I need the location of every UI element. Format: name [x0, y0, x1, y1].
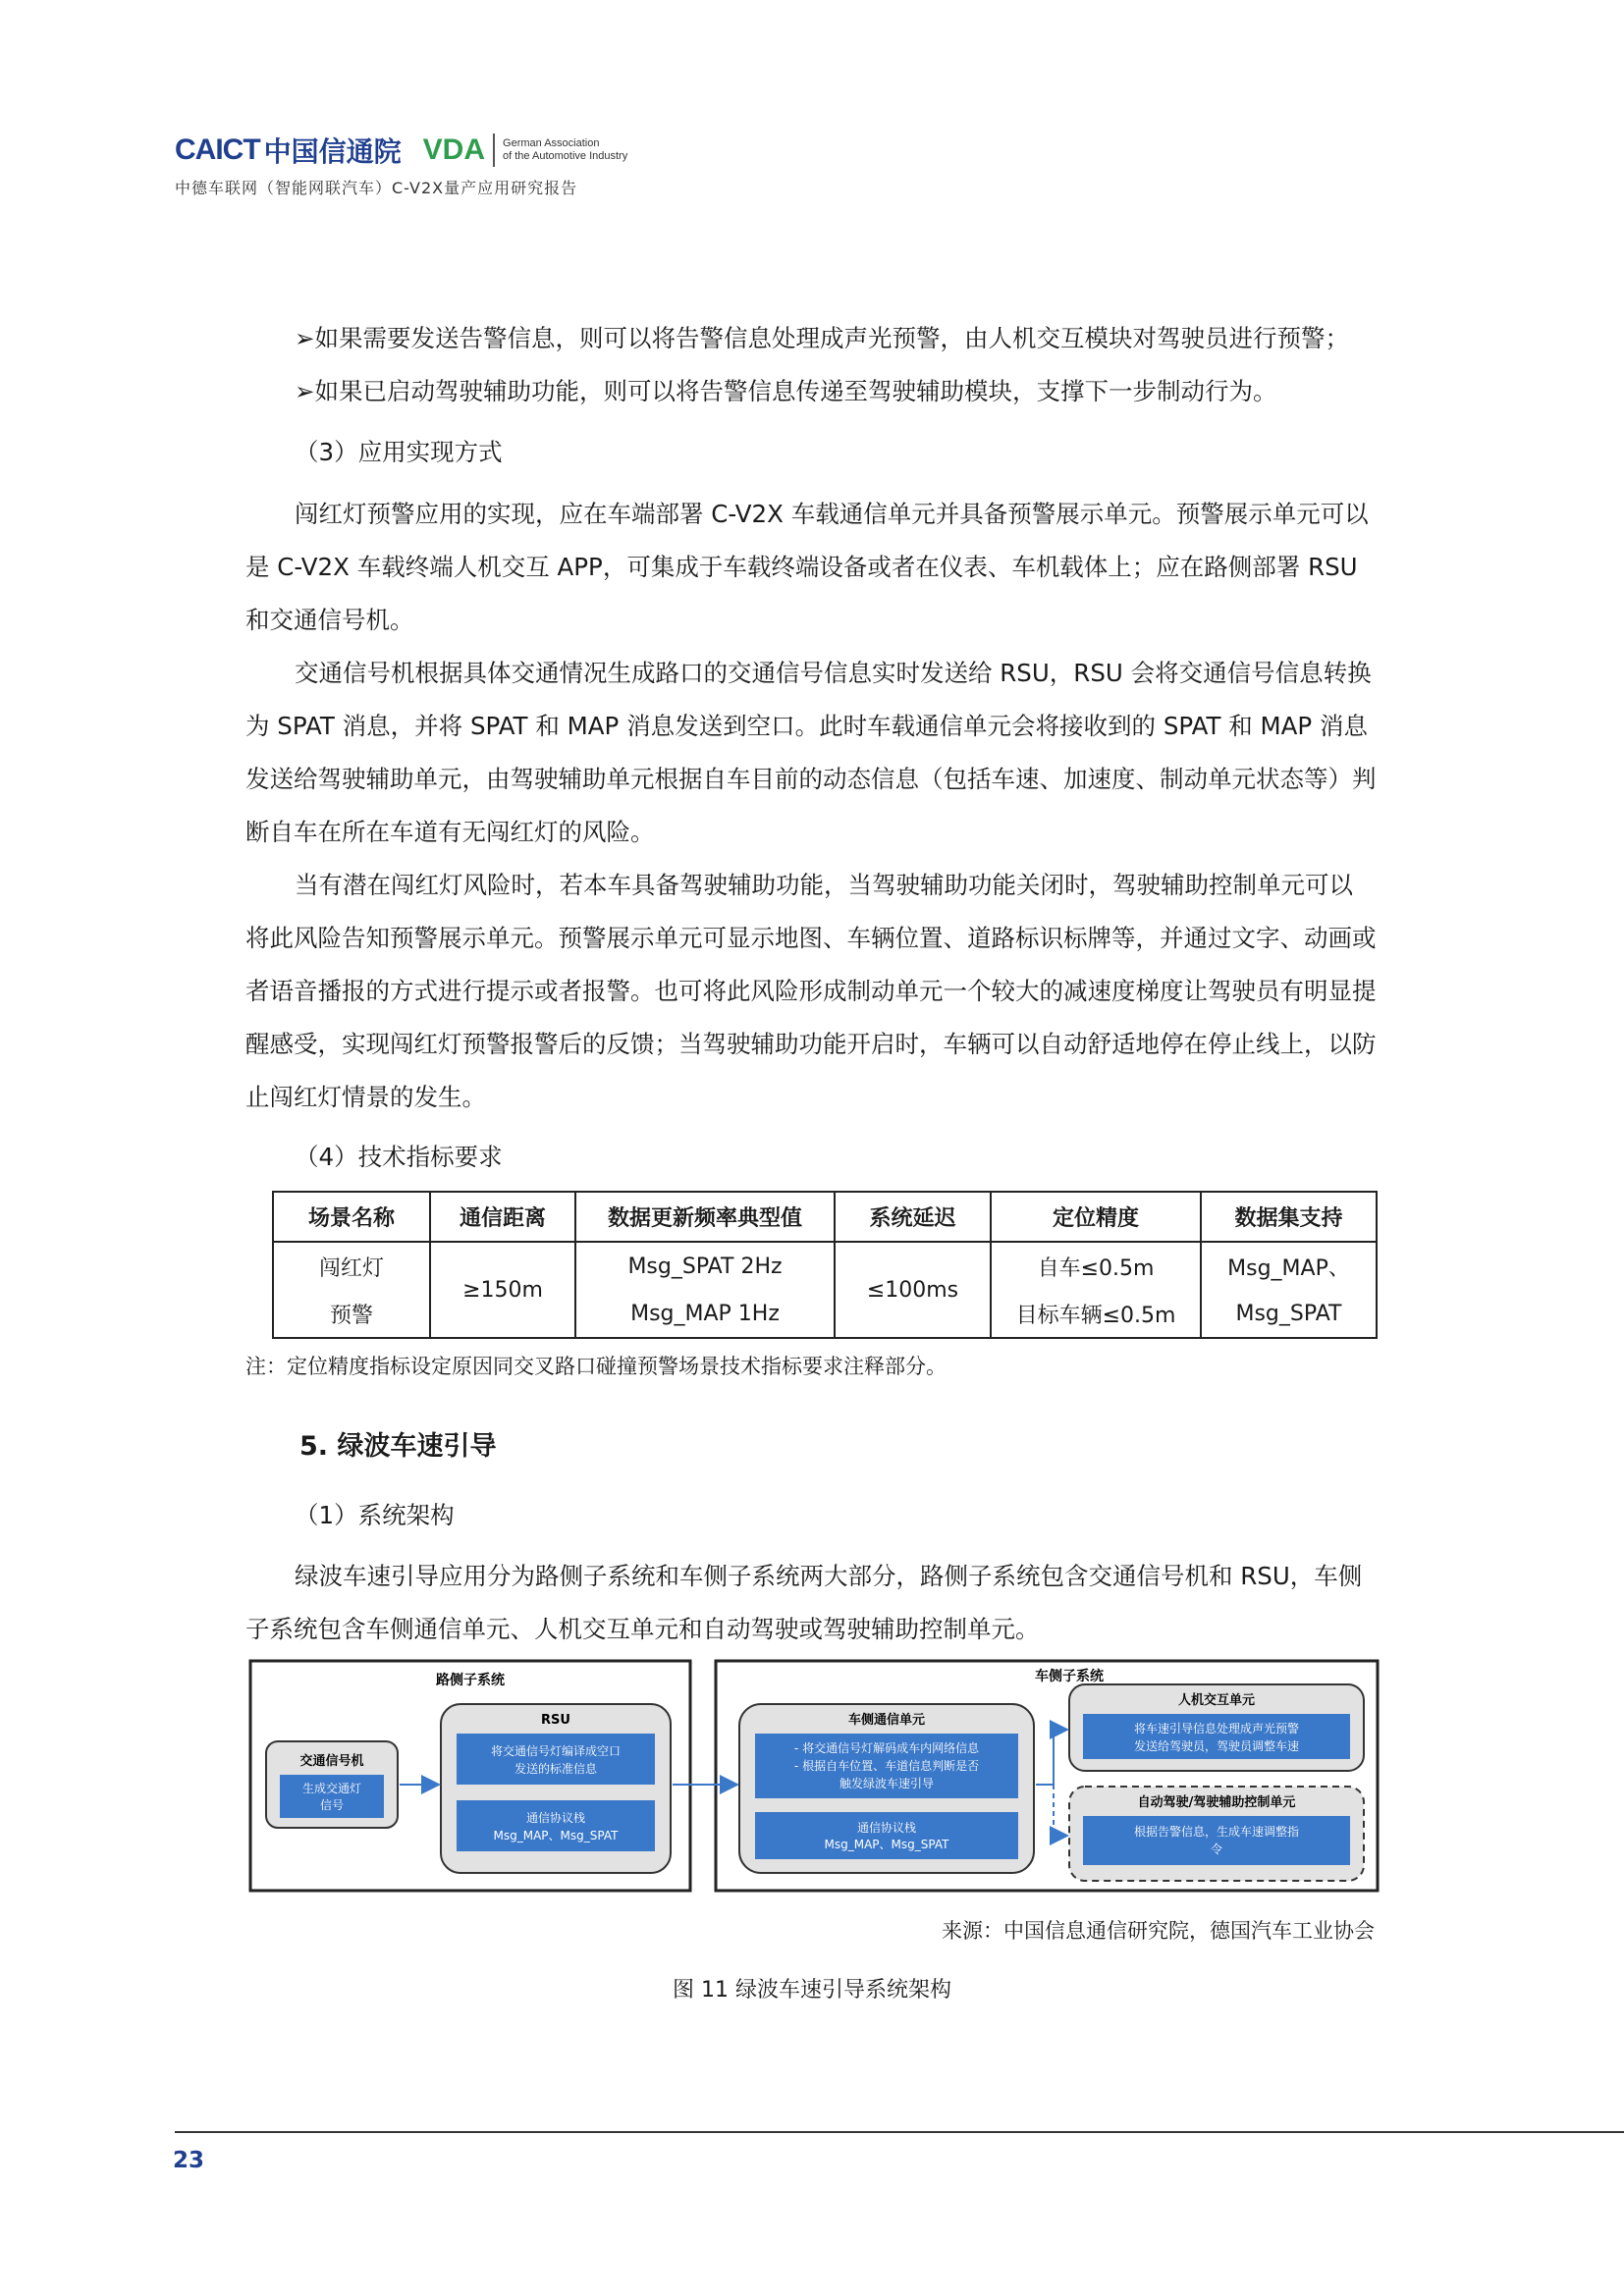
table-cell: 闯红灯 [273, 1242, 430, 1290]
rsu-protocol-line: Msg_MAP、Msg_SPAT [493, 1829, 619, 1842]
bullet-warning: ➢如果需要发送告警信息，则可以将告警信息处理成声光预警，由人机交互模块对驾驶员进行预警； [295, 324, 1350, 352]
table-header: 通信距离 [430, 1192, 575, 1242]
paragraph-architecture: 绿波车速引导应用分为路侧子系统和车侧子系统两大部分，路侧子系统包含交通信号机和 RSU，车侧子系统包含车侧通信单元、人机交互单元和自动驾驶或驾驶辅助控制单元。 [245, 1562, 1363, 1643]
table-header: 场景名称 [273, 1192, 430, 1242]
rsu-title: RSU [541, 1713, 570, 1728]
hmi-box-line: 发送给驾驶员，驾驶员调整车速 [1133, 1739, 1300, 1753]
table-note: 注：定位精度指标设定原因同交叉路口碰撞预警场景技术指标要求注释部分。 [245, 1355, 947, 1378]
table-cell: 自车≤0.5m [991, 1242, 1201, 1290]
vehicle-protocol-line: Msg_MAP、Msg_SPAT [824, 1838, 949, 1851]
vda-logo: VDA [422, 133, 486, 166]
table-cell: ≥150m [430, 1242, 575, 1338]
vehicle-protocol-line: 通信协议栈 [856, 1821, 917, 1835]
figure-caption: 图 11 绿波车速引导系统架构 [673, 1978, 951, 2002]
table-header: 系统延迟 [835, 1192, 991, 1242]
footer-divider [175, 2131, 1624, 2133]
bullet-assist: ➢如果已启动驾驶辅助功能，则可以将告警信息传递至驾驶辅助模块，支撑下一步制动行为。 [295, 377, 1277, 405]
hmi-title: 人机交互单元 [1177, 1693, 1256, 1708]
road-subsystem-title: 路侧子系统 [436, 1673, 505, 1688]
page-number: 23 [173, 2148, 205, 2173]
table-header: 数据集支持 [1201, 1192, 1377, 1242]
table-cell: Msg_MAP 1Hz [575, 1290, 835, 1338]
ad-control-line: 令 [1210, 1842, 1223, 1856]
paragraph-implementation: 闯红灯预警应用的实现，应在车端部署 C-V2X 车载通信单元并具备预警展示单元。预警展示单元可以是 C-V2X 车载终端人机交互 APP，可集成于车载终端设备或者在仪表、车机载体上；应在路侧部署 RSU 和交通信号机。 [245, 500, 1369, 634]
vehicle-subsystem-title: 车侧子系统 [1035, 1669, 1104, 1684]
table-cell: ≤100ms [835, 1242, 991, 1338]
hmi-box-line: 将车速引导信息处理成声光预警 [1133, 1722, 1300, 1735]
caict-logo: CAICT [175, 133, 260, 166]
vehicle-decode-line: 触发绿波车速引导 [839, 1777, 935, 1790]
ad-control-line: 根据告警信息，生成车速调整指 [1133, 1825, 1300, 1839]
logo-row [175, 131, 627, 170]
page-header [175, 131, 627, 198]
table-cell: Msg_SPAT 2Hz [575, 1242, 835, 1290]
figure-source: 来源：中国信息通信研究院，德国汽车工业协会 [942, 1919, 1375, 1943]
paragraph-signal-flow: 交通信号机根据具体交通情况生成路口的交通信号信息实时发送给 RSU，RSU 会将交通信号信息转换为 SPAT 消息，并将 SPAT 和 MAP 消息发送到空口。此时车载通信单元会将接收到的 SPAT 和 MAP 消息发送给驾驶辅助单元，由驾驶辅助单元根据自车目前的动态信息（包括车速、加速度、制动单元状态等）判断自车在所在车道有无闯红灯的风险。 [245, 659, 1377, 846]
table-header: 数据更新频率典型值 [575, 1192, 835, 1242]
subheading-requirements: （4）技术指标要求 [295, 1143, 503, 1171]
signal-box-line: 生成交通灯 [301, 1782, 362, 1795]
requirements-table [272, 1191, 1378, 1339]
vehicle-protocol-box [755, 1812, 1018, 1859]
table-header-row [273, 1192, 1377, 1242]
section-heading: 5. 绿波车速引导 [299, 1431, 497, 1462]
signal-controller-title: 交通信号机 [299, 1754, 364, 1769]
logo-divider [493, 133, 495, 167]
subheading-architecture: （1）系统架构 [295, 1501, 455, 1529]
architecture-diagram [248, 1659, 1380, 1896]
ad-control-box [1083, 1816, 1350, 1865]
rsu-protocol-box [457, 1800, 655, 1851]
table-cell: 预警 [273, 1290, 430, 1338]
caict-logo-cn: 中国信通院 [263, 135, 402, 168]
vehicle-comm-title: 车侧通信单元 [847, 1713, 926, 1728]
table-cell: 目标车辆≤0.5m [991, 1290, 1201, 1338]
vehicle-decode-line: - 将交通信号灯解码成车内网络信息 [793, 1741, 980, 1755]
table-cell: Msg_MAP、 [1201, 1242, 1377, 1290]
table-cell: Msg_SPAT [1201, 1290, 1377, 1338]
vda-description: German Association of the Automotive Industry [503, 137, 628, 162]
rsu-encode-line: 将交通信号灯编译成空口 [490, 1744, 622, 1758]
table-header: 定位精度 [991, 1192, 1201, 1242]
paragraph-risk: 当有潜在闯红灯风险时，若本车具备驾驶辅助功能，当驾驶辅助功能关闭时，驾驶辅助控制单元可以将此风险告知预警展示单元。预警展示单元可显示地图、车辆位置、道路标识标牌等，并通过文字、动画或者语音播报的方式进行提示或者报警。也可将此风险形成制动单元一个较大的减速度梯度让驾驶员有明显提醒感受，实现闯红灯预警报警后的反馈；当驾驶辅助功能开启时，车辆可以自动舒适地停在停止线上，以防止闯红灯情景的发生。 [245, 871, 1377, 1111]
signal-box-line: 信号 [319, 1798, 345, 1812]
subheading-implementation: （3）应用实现方式 [295, 438, 503, 466]
rsu-encode-line: 发送的标准信息 [514, 1762, 598, 1776]
report-title: 中德车联网（智能网联汽车）C-V2X量产应用研究报告 [175, 179, 578, 197]
ad-control-title: 自动驾驶/驾驶辅助控制单元 [1137, 1795, 1296, 1810]
vehicle-decode-line: - 根据自车位置、车道信息判断是否 [793, 1759, 980, 1773]
table-row [273, 1242, 1377, 1290]
rsu-protocol-line: 通信协议栈 [525, 1811, 586, 1825]
rsu-encode-box [457, 1734, 655, 1785]
